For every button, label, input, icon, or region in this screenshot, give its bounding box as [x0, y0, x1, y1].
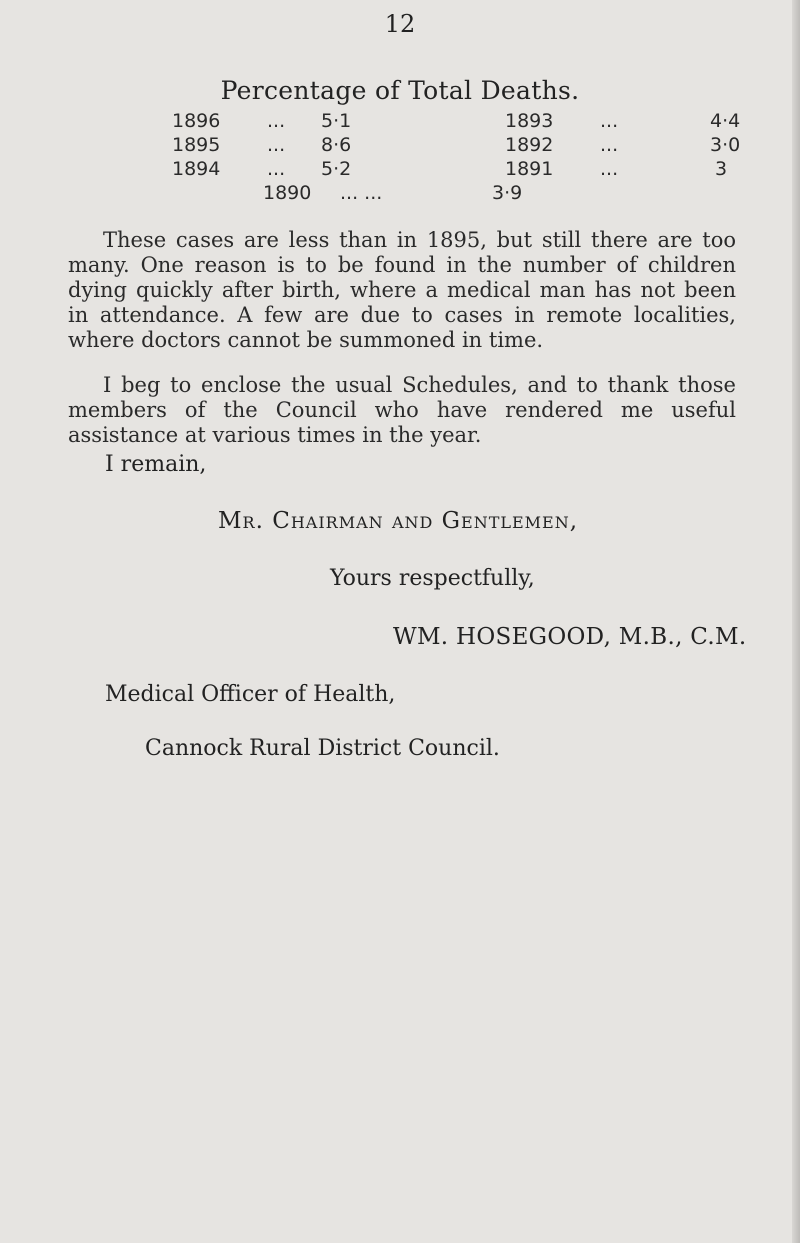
paragraph-text: These cases are less than in 1895, but still there are too many. One reason is to be found in the number of children dying quickly after birth, where a medical man has not been in attendance. A few are due to cases in remote localities, where doctors cannot be summoned in time.: [68, 228, 736, 352]
paragraph-text: I beg to enclose the usual Schedules, and to thank those members of the Council who have rendered me useful assistance at various times in the year.: [68, 373, 736, 447]
year-cell: 1894: [172, 158, 221, 180]
value-cell: 3·0: [710, 134, 741, 156]
officer-title: Medical Officer of Health,: [105, 682, 396, 707]
year-cell: 1890: [263, 182, 312, 204]
paragraph: [68, 373, 736, 448]
year-cell: 1895: [172, 134, 221, 156]
table-row: [0, 134, 800, 160]
year-cell: 1892: [505, 134, 554, 156]
table-row: [0, 182, 800, 208]
value-cell: 5·2: [321, 158, 352, 180]
closing-remain: I remain,: [105, 452, 207, 477]
table-title: Percentage of Total Deaths.: [220, 76, 580, 105]
council-name: Cannock Rural District Council.: [145, 736, 500, 761]
value-cell: 3: [715, 158, 728, 180]
table-row: [0, 158, 800, 184]
salutation: Mr. Chairman and Gentlemen,: [218, 508, 579, 534]
year-cell: 1893: [505, 110, 554, 132]
value-cell: 8·6: [321, 134, 352, 156]
signature: WM. HOSEGOOD, M.B., C.M.: [393, 624, 747, 650]
valediction: Yours respectfully,: [330, 566, 535, 591]
value-cell: 5·1: [321, 110, 352, 132]
leader-dots: ...: [600, 110, 619, 132]
value-cell: 4·4: [710, 110, 741, 132]
year-cell: 1891: [505, 158, 554, 180]
paragraph: [68, 228, 736, 353]
leader-dots: ... ...: [340, 182, 383, 204]
table-row: [0, 110, 800, 136]
year-cell: 1896: [172, 110, 221, 132]
leader-dots: ...: [600, 158, 619, 180]
leader-dots: ...: [267, 158, 286, 180]
value-cell: 3·9: [492, 182, 523, 204]
page-number: 12: [384, 10, 416, 38]
leader-dots: ...: [267, 110, 286, 132]
leader-dots: ...: [267, 134, 286, 156]
leader-dots: ...: [600, 134, 619, 156]
